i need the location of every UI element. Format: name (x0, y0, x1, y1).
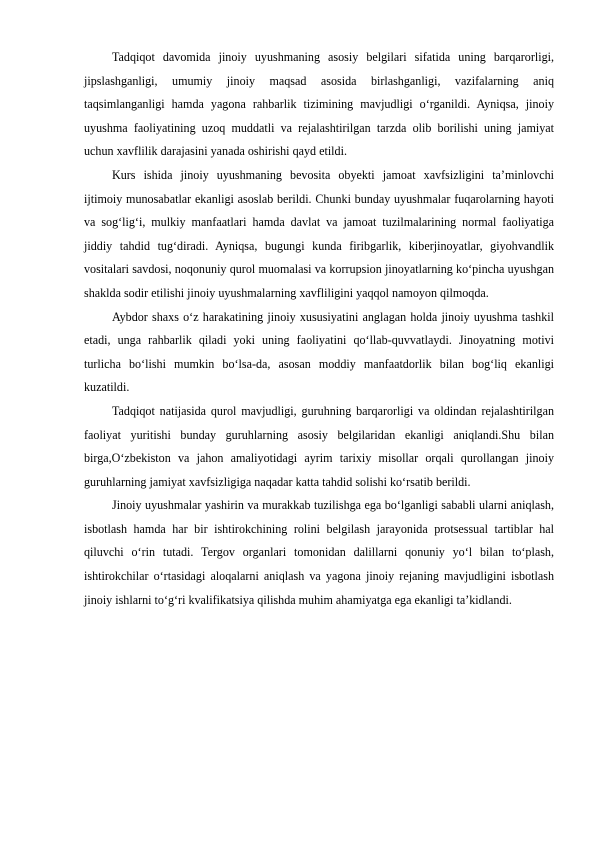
paragraph: Jinoiy uyushmalar yashirin va murakkab tuzilishga ega bo‘lganligi sababli ularni aniqlash, isbotlash hamda har bir ishtirokchining rolini belgilash jarayonida protsessual tartiblar hal qiluvchi o‘rin tutadi. Tergov organlari tomonidan dalillarni qonuniy yo‘l bilan to‘plash, ishtirokchilar o‘rtasidagi aloqalarni aniqlash va yagona jinoiy rejaning mavjudligini isbotlash jinoiy ishlarni to‘g‘ri kvalifikatsiya qilishda muhim ahamiyatga ega ekanligi ta’kidlandi. (84, 498, 554, 607)
paragraph: Aybdor shaxs o‘z harakatining jinoiy xususiyatini anglagan holda jinoiy uyushma tashkil etadi, unga rahbarlik qiladi yoki uning faoliyatini qo‘llab-quvvatlaydi. Jinoyatning motivi turlicha bo‘lishi mumkin bo‘lsa-da, asosan moddiy manfaatdorlik bilan bog‘liq ekanligi kuzatildi. (84, 309, 554, 395)
paragraph: Tadqiqot davomida jinoiy uyushmaning asosiy belgilari sifatida uning barqarorligi, jipslashganligi, umumiy jinoiy maqsad asosida birlashganligi, vazifalarning aniq taqsimlanganligi hamda yagona rahbarlik tizimining mavjudligi o‘rganildi. Ayniqsa, jinoiy uyushma faoliyatining uzoq muddatli va rejalashtirilgan tarzda olib borilishi uning jamiyat uchun xavflilik darajasini yanada oshirishi qayd etildi. (84, 50, 554, 159)
paragraph: Tadqiqot natijasida qurol mavjudligi, guruhning barqarorligi va oldindan rejalashtirilgan faoliyat yuritishi bunday guruhlarning asosiy belgilaridan ekanligi aniqlandi.Shu bilan birga,O‘zbekiston va jahon amaliyotidagi ayrim tarixiy misollar orqali qurollangan jinoiy guruhlarning jamiyat xavfsizligiga naqadar katta tahdid solishi ko‘rsatib berildi. (84, 403, 554, 489)
document-body (84, 46, 554, 612)
paragraph: Kurs ishida jinoiy uyushmaning bevosita obyekti jamoat xavfsizligini ta’minlovchi ijtimoiy munosabatlar ekanligi asoslab berildi. Chunki bunday uyushmalar fuqarolarning hayoti va sog‘lig‘i, mulkiy manfaatlari hamda davlat va jamoat tuzilmalarining normal faoliyatiga jiddiy tahdid tug‘diradi. Ayniqsa, bugungi kunda firibgarlik, kiberjinoyatlar, giyohvandlik vositalari savdosi, noqonuniy qurol muomalasi va korrupsion jinoyatlarning ko‘pincha uyushgan shaklda sodir etilishi jinoiy uyushmalarning xavfliligini yaqqol namoyon qilmoqda. (84, 167, 554, 300)
